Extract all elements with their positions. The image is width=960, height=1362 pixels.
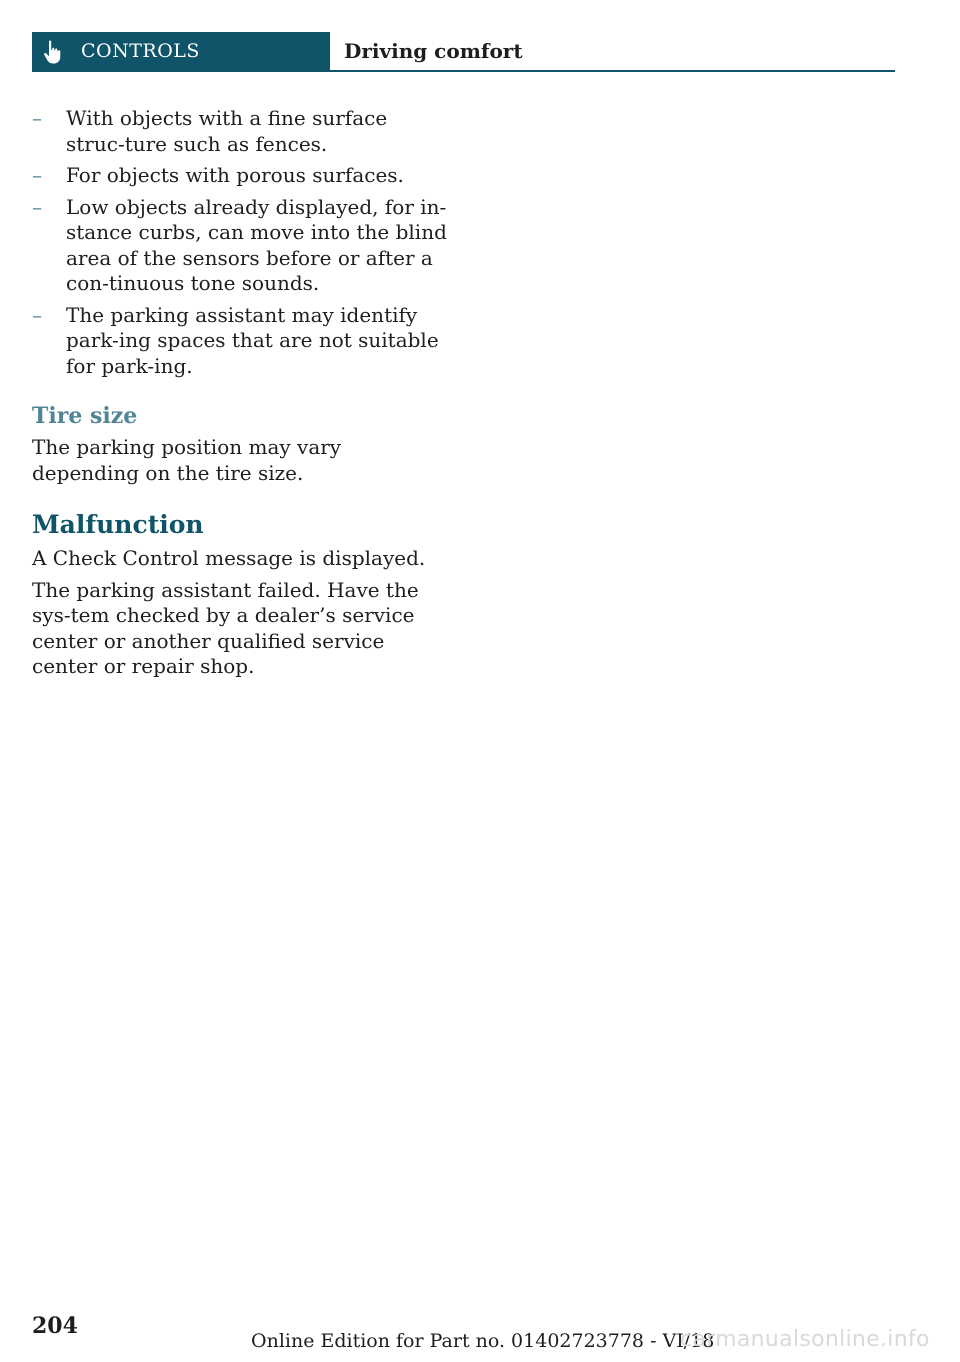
list-item xyxy=(32,163,452,189)
watermark: carmanualsonline.info xyxy=(680,1327,930,1352)
bullet-marker: – xyxy=(32,302,42,327)
malfunction-paragraph: A Check Control message is displayed. xyxy=(32,546,426,570)
section-label: CONTROLS xyxy=(81,40,200,62)
list-item xyxy=(32,303,452,380)
edition-note: Online Edition for Part no. 01402723778 - VI/18 xyxy=(251,1330,715,1352)
bullet-text: The parking assistant may identify park-ing spaces that are not suitable for park-ing. xyxy=(66,302,439,378)
list-item xyxy=(32,195,452,297)
main-content xyxy=(32,106,452,680)
tire-size-heading: Tire size xyxy=(32,403,138,429)
tire-size-text: The parking position may vary depending on the tire size. xyxy=(32,435,342,485)
bullet-marker: – xyxy=(32,106,42,130)
page-number: 204 xyxy=(32,1313,78,1339)
chapter-title: Driving comfort xyxy=(344,39,523,63)
section-tab xyxy=(32,32,330,71)
pointing-hand-icon xyxy=(41,39,65,65)
malfunction-paragraph: The parking assistant failed. Have the sys-tem checked by a dealer’s service center or another qualified service center or repair shop. xyxy=(32,577,419,678)
bullet-text: With objects with a fine surface struc-ture such as fences. xyxy=(66,106,388,156)
header-rule xyxy=(32,70,895,72)
bullet-marker: – xyxy=(32,194,42,219)
malfunction-heading: Malfunction xyxy=(32,510,204,539)
bullet-text: For objects with porous surfaces. xyxy=(66,163,404,187)
list-item xyxy=(32,106,452,157)
bullet-text: Low objects already displayed, for in-stance curbs, can move into the blind area of the sensors before or after a con-tinuous tone sounds. xyxy=(66,194,447,295)
bullet-marker: – xyxy=(32,163,42,187)
page-header xyxy=(32,32,895,72)
bullet-list xyxy=(32,106,452,379)
